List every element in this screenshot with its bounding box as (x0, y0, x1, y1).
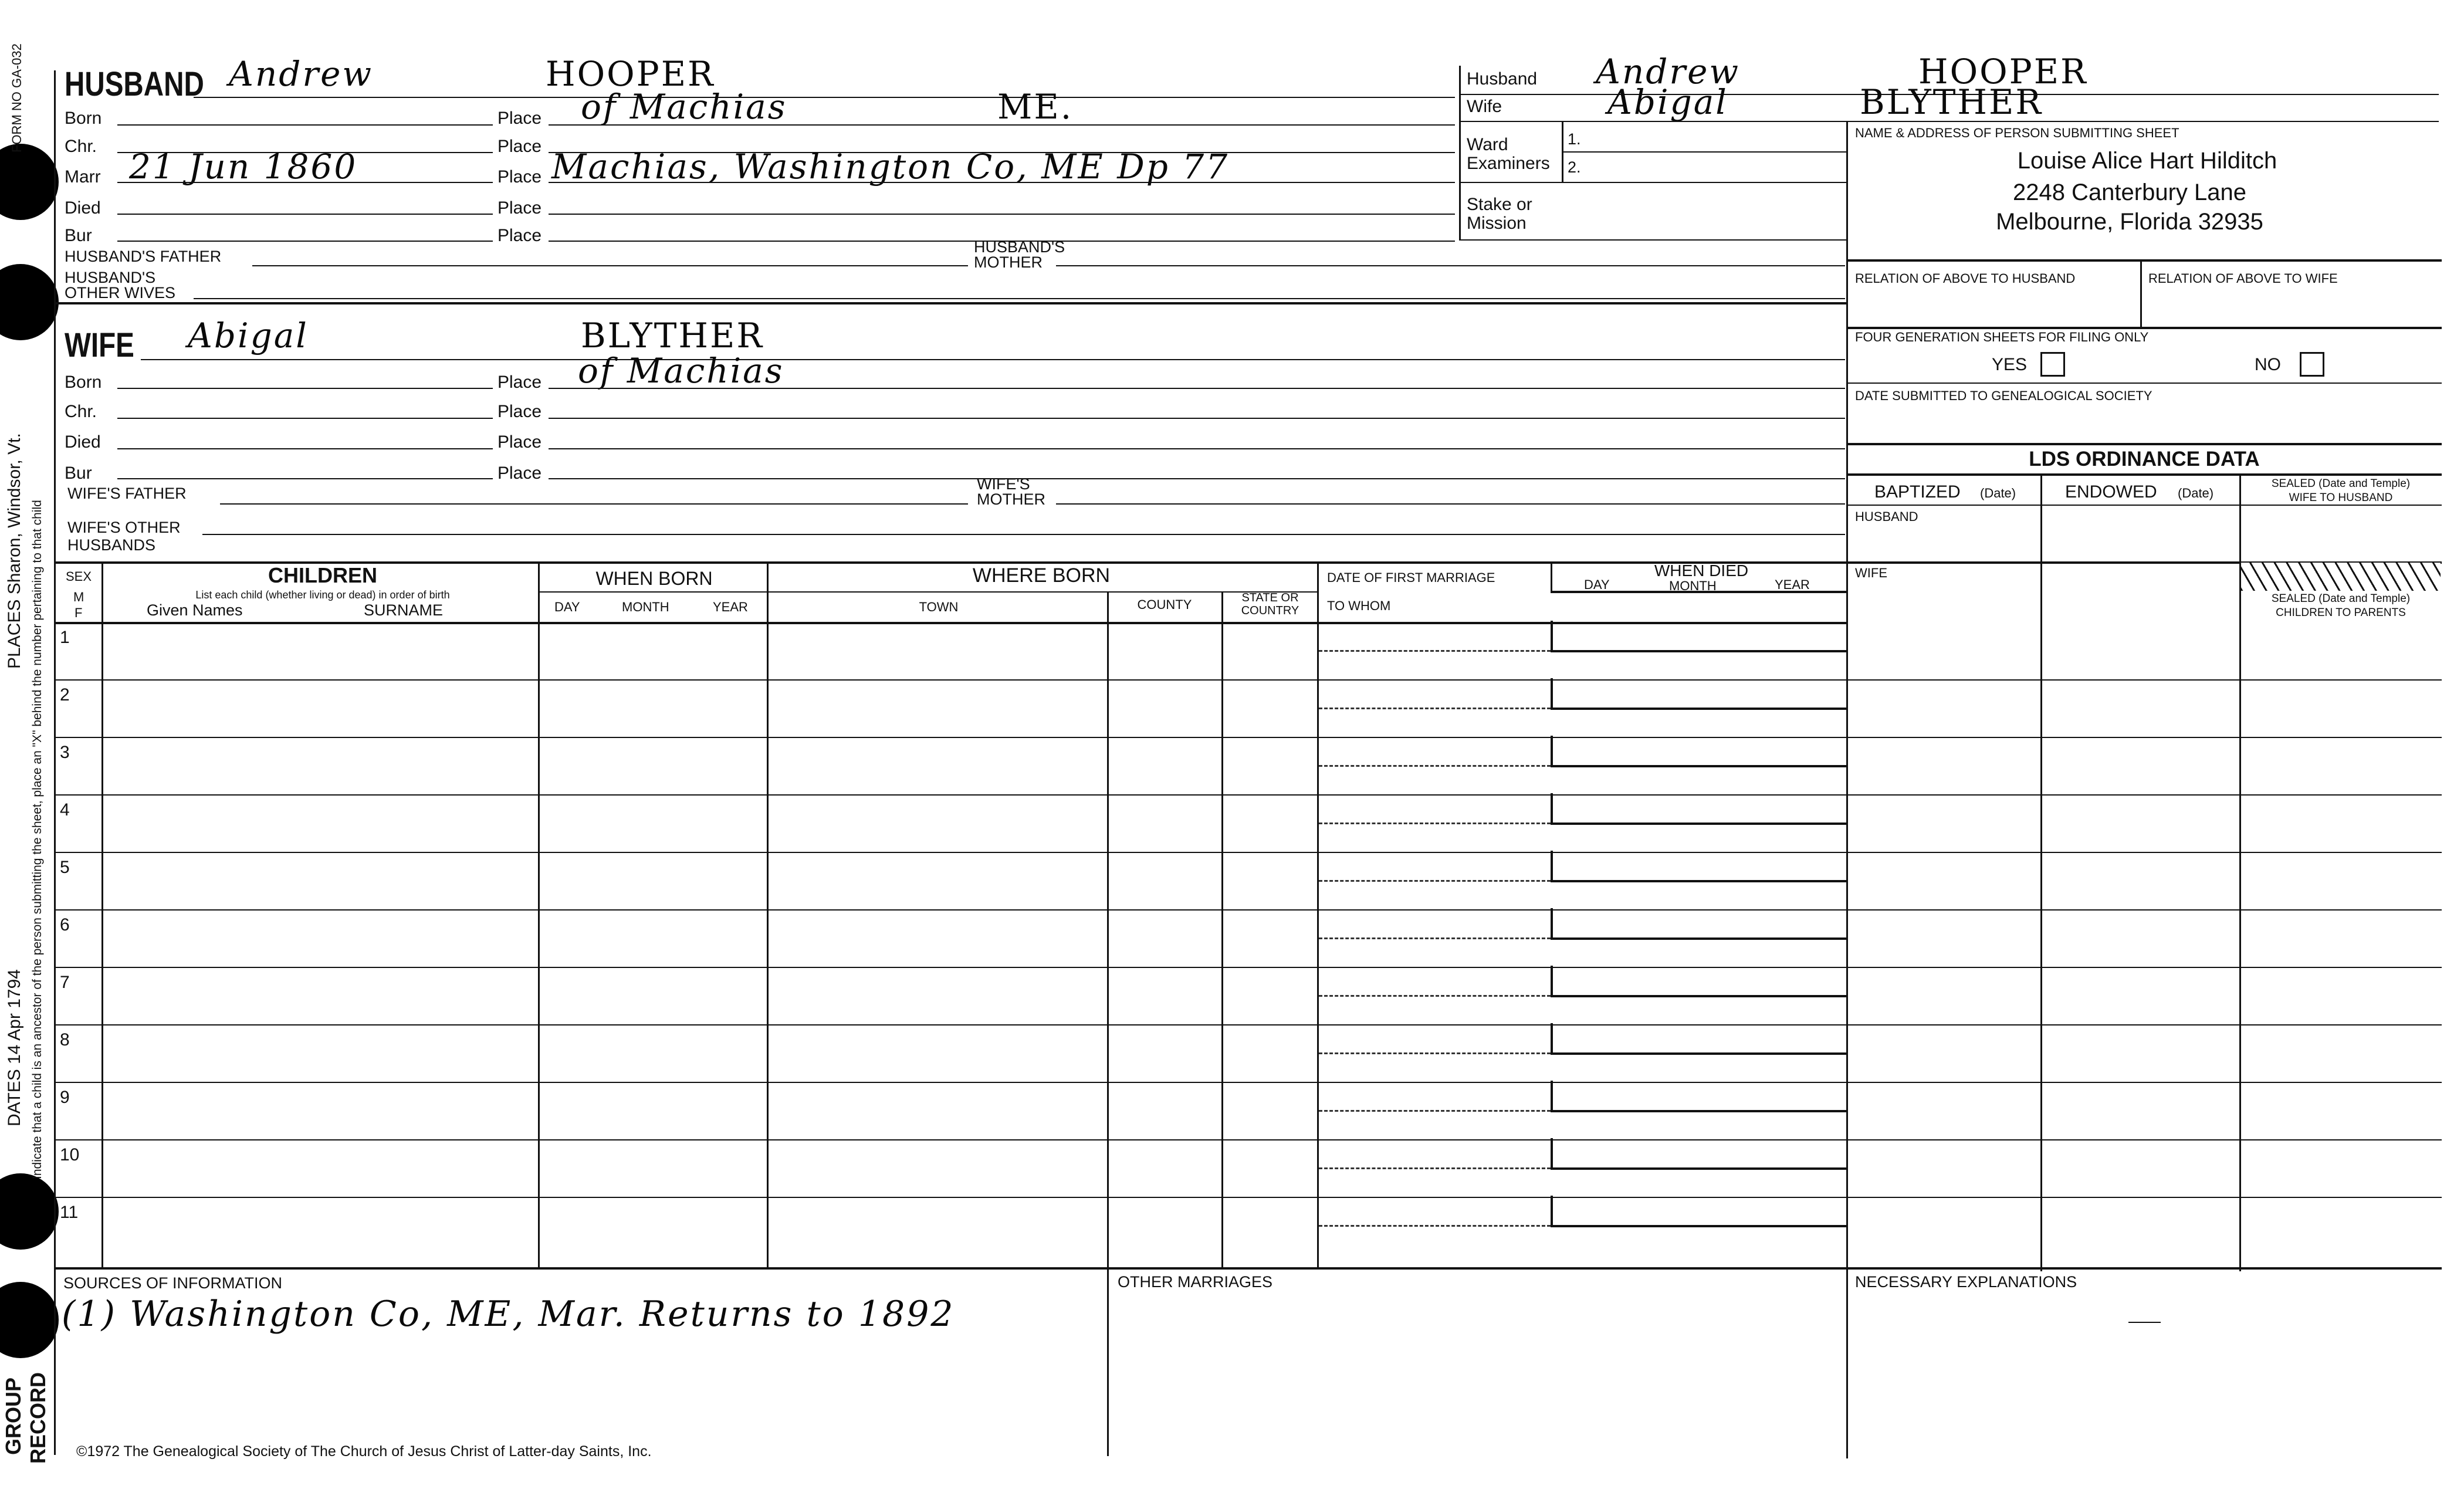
husband-marr-place-label: Place (497, 167, 542, 187)
first-marriage-divider (1551, 561, 1552, 591)
relation-bottom-line (1846, 327, 2442, 329)
husband-mother-line (1056, 265, 1845, 266)
wife-other-husbands-line (202, 534, 1845, 535)
wife-father-label: WIFE'S FATHER (67, 485, 187, 502)
sex-f-label: F (75, 605, 83, 620)
sex-m-label: M (73, 590, 84, 604)
row-number: 11 (60, 1203, 79, 1222)
lds-sealed-children-1: SEALED (Date and Temple) (2271, 593, 2411, 605)
first-marriage-label: DATE OF FIRST MARRIAGE (1327, 570, 1495, 585)
when-died-underline (1551, 591, 1846, 593)
sidebar-instruction: Indicate that a child is an ancestor of the person submitting the sheet, place an "X" behind the number pertaining to that child (31, 500, 44, 1179)
marriage-dash (1319, 995, 1551, 997)
died-bracket (1551, 793, 1847, 825)
died-bracket (1551, 1081, 1847, 1112)
ward-wife-line (1459, 121, 2439, 122)
husband-died-label: Died (65, 198, 101, 218)
row-number: 5 (60, 858, 70, 877)
where-born-label: WHERE BORN (972, 564, 1111, 587)
husband-given: Andrew (229, 54, 374, 94)
lds-title-line (1846, 473, 2442, 476)
died-bracket (1551, 908, 1847, 940)
husband-father-label: HUSBAND'S FATHER (65, 248, 222, 265)
husband-born-place-line (549, 124, 1455, 126)
husband-died-line (117, 214, 493, 215)
row-number: 9 (60, 1088, 70, 1107)
husband-surname: HOOPER (546, 54, 715, 94)
wife-mother-label-1: WIFE'S (977, 475, 1030, 493)
submitter-street: 2248 Canterbury Lane (2012, 180, 2247, 205)
lds-wife: WIFE (1855, 566, 1887, 580)
marriage-dash (1319, 937, 1551, 939)
husband-marr-line (117, 182, 493, 183)
four-gen-label: FOUR GENERATION SHEETS FOR FILING ONLY (1855, 330, 2149, 344)
died-month-label: MONTH (1669, 578, 1717, 593)
row-number: 3 (60, 743, 70, 762)
lds-col-divider-1 (2040, 473, 2042, 1271)
date-submitted-bottom-line (1846, 443, 2442, 445)
lds-title: LDS ORDINANCE DATA (2029, 448, 2260, 471)
lds-header-bottom-line (1846, 505, 2442, 506)
date-submitted-label: DATE SUBMITTED TO GENEALOGICAL SOCIETY (1855, 388, 2152, 403)
wife-surname: BLYTHER (581, 316, 764, 356)
wife-other-husbands-label-1: WIFE'S OTHER (67, 519, 181, 536)
when-born-label: WHEN BORN (595, 568, 713, 589)
children-given-label: Given Names (147, 601, 243, 619)
children-table-bottom (54, 1267, 2442, 1270)
died-bracket (1551, 1196, 1847, 1227)
husband-died-place-label: Place (497, 198, 542, 218)
ward-box-left (1459, 66, 1461, 241)
husband-bur-label: Bur (65, 226, 92, 245)
wife-born-label: Born (65, 373, 102, 392)
binder-hole-1 (0, 144, 59, 220)
died-bracket (1551, 966, 1847, 997)
stake-label: Stake or (1467, 195, 1532, 214)
sidebar-dates: DATES 14 Apr 1794 (5, 969, 24, 1126)
wife-heading: WIFE (65, 326, 134, 364)
died-bracket (1551, 678, 1847, 710)
born-month-label: MONTH (622, 600, 669, 614)
mission-label: Mission (1467, 214, 1527, 233)
died-year-label: YEAR (1775, 577, 1810, 592)
binder-hole-4 (0, 1282, 59, 1358)
relation-wife-label: RELATION OF ABOVE TO WIFE (2148, 271, 2338, 286)
row-line (54, 852, 2442, 853)
wife-died-line (117, 448, 493, 449)
sources-text: (1) Washington Co, ME, Mar. Returns to 1892 (62, 1294, 955, 1335)
county-label: COUNTY (1137, 597, 1192, 612)
husband-born-label: Born (65, 109, 102, 128)
ward-husband-given: Andrew (1596, 52, 1741, 92)
marriage-dash (1319, 823, 1551, 824)
wife-died-place-line (549, 448, 1845, 449)
footer-divider-1 (1107, 1267, 1109, 1456)
row-line (54, 1082, 2442, 1083)
submitter-label: NAME & ADDRESS OF PERSON SUBMITTING SHEET (1855, 126, 2179, 140)
yes-checkbox[interactable] (2040, 352, 2065, 377)
copyright: ©1972 The Genealogical Society of The Church of Jesus Christ of Latter-day Saints, Inc. (76, 1443, 652, 1460)
marriage-dash (1319, 1110, 1551, 1112)
marriage-dash (1319, 880, 1551, 882)
husband-died-place-line (549, 214, 1455, 215)
husband-born-place-state: ME. (997, 87, 1074, 127)
binder-hole-3 (0, 1173, 59, 1250)
wife-born-place: of Machias (578, 351, 784, 391)
town-label: TOWN (919, 600, 959, 614)
wife-given: Abigal (188, 316, 309, 356)
husband-marr-date: 21 Jun 1860 (129, 147, 358, 187)
lds-baptized: BAPTIZED (1874, 482, 1961, 502)
ward-husband-label: Husband (1467, 69, 1538, 89)
submitter-bottom-line (1846, 259, 2442, 262)
wife-chr-place-line (549, 418, 1845, 419)
wife-name-line (141, 359, 1845, 360)
lds-endowed-date: (Date) (2178, 486, 2214, 500)
section-divider-husband-wife (54, 302, 1846, 304)
row-line (54, 909, 2442, 911)
row-line (54, 794, 2442, 796)
right-column-border (1846, 121, 1848, 1458)
lds-baptized-date: (Date) (1980, 486, 2016, 500)
husband-born-line (117, 124, 493, 126)
row-line (54, 737, 2442, 738)
husband-bur-line (117, 241, 493, 242)
wife-chr-line (117, 418, 493, 419)
wife-born-place-line (549, 388, 1845, 389)
row-line (54, 1197, 2442, 1198)
died-bracket (1551, 1023, 1847, 1055)
sidebar-places: PLACES Sharon, Windsor, Vt. (5, 433, 24, 669)
husband-name-line (194, 97, 1455, 98)
marriage-dash (1319, 650, 1551, 652)
state-label-1: STATE OR (1241, 591, 1299, 604)
husband-heading: HUSBAND (65, 65, 204, 103)
husband-other-wives-label-2: OTHER WIVES (65, 284, 176, 302)
stake-bottom-line (1459, 239, 1846, 241)
husband-born-place: of Machias (581, 87, 787, 127)
sources-label: SOURCES OF INFORMATION (63, 1274, 283, 1292)
wife-bur-label: Bur (65, 463, 92, 483)
husband-mother-label-1: HUSBAND'S (974, 238, 1065, 256)
examiners-label: Examiners (1467, 154, 1550, 173)
died-bracket (1551, 1138, 1847, 1170)
ward-wife-label: Wife (1467, 97, 1502, 116)
wife-chr-place-label: Place (497, 402, 542, 421)
examiner-mid-line (1562, 151, 1846, 153)
died-bracket (1551, 851, 1847, 882)
marriage-dash (1319, 1167, 1551, 1169)
ward-wife-given: Abigal (1607, 82, 1728, 122)
examiner-1: 1. (1568, 130, 1581, 148)
submitter-city: Melbourne, Florida 32935 (1996, 209, 2263, 235)
husband-other-wives-label-1: HUSBAND'S (65, 269, 156, 286)
husband-marr-place: Machias, Washington Co, ME Dp 77 (551, 147, 1230, 187)
husband-marr-place-line (549, 182, 1455, 183)
lds-hatch (2241, 563, 2441, 591)
lds-sealed-label-2: WIFE TO HUSBAND (2289, 492, 2393, 504)
wife-bur-place-line (549, 478, 1845, 479)
husband-born-place-label: Place (497, 109, 542, 128)
examiner-2: 2. (1568, 158, 1581, 176)
row-number: 10 (60, 1145, 80, 1165)
ward-bottom-line (1459, 182, 1846, 183)
state-label-2: COUNTRY (1241, 604, 1299, 617)
row-number: 1 (60, 628, 70, 647)
wife-mother-line (1056, 503, 1845, 505)
wife-died-label: Died (65, 432, 101, 452)
husband-bur-place-label: Place (497, 226, 542, 245)
necessary-mark (2128, 1322, 2161, 1323)
wife-father-line (220, 503, 968, 505)
ward-label: Ward (1467, 135, 1508, 154)
row-line (54, 679, 2442, 681)
wife-other-husbands-label-2: HUSBANDS (67, 536, 156, 554)
row-line (54, 967, 2442, 968)
lds-husband: HUSBAND (1855, 509, 1918, 524)
lds-endowed: ENDOWED (2065, 482, 2157, 502)
born-day-label: DAY (554, 600, 580, 614)
husband-chr-label: Chr. (65, 137, 97, 156)
row-number: 6 (60, 915, 70, 935)
husband-mother-label-2: MOTHER (974, 253, 1043, 271)
when-died-label: WHEN DIED (1654, 561, 1749, 580)
sidebar-title-record: RECORD (26, 1372, 50, 1464)
binder-hole-2 (0, 264, 59, 340)
children-instruction: List each child (whether living or dead) in order of birth (195, 589, 450, 601)
submitter-name: Louise Alice Hart Hilditch (2017, 148, 2277, 174)
children-surname-label: SURNAME (364, 601, 444, 619)
wife-died-place-label: Place (497, 432, 542, 452)
other-marriages-label: OTHER MARRIAGES (1118, 1273, 1273, 1291)
husband-chr-place-label: Place (497, 137, 542, 156)
no-label: NO (2255, 355, 2281, 374)
sex-label: SEX (66, 569, 92, 584)
died-bracket (1551, 621, 1847, 652)
to-whom-label: TO WHOM (1327, 598, 1391, 613)
marriage-dash (1319, 1225, 1551, 1227)
when-born-underline (538, 591, 767, 593)
marriage-dash (1319, 1052, 1551, 1054)
row-line (54, 1139, 2442, 1140)
relation-divider (2140, 259, 2142, 327)
wife-bur-line (117, 478, 493, 479)
form-number: FORM NO GA-032 (9, 43, 24, 153)
yes-label: YES (1992, 355, 2028, 374)
relation-husband-label: RELATION OF ABOVE TO HUSBAND (1855, 271, 2076, 286)
row-line (54, 1024, 2442, 1025)
died-day-label: DAY (1584, 577, 1610, 592)
sidebar-title-group: GROUP (1, 1377, 25, 1455)
wife-born-place-label: Place (497, 373, 542, 392)
children-title: CHILDREN (268, 563, 377, 587)
lds-sealed-children-2: CHILDREN TO PARENTS (2276, 607, 2406, 619)
lds-sealed-label-1: SEALED (Date and Temple) (2271, 478, 2411, 490)
husband-father-line (252, 265, 968, 266)
wife-born-line (117, 388, 493, 389)
row-number: 7 (60, 973, 70, 992)
born-year-label: YEAR (713, 600, 748, 614)
no-checkbox[interactable] (2300, 352, 2324, 377)
wife-chr-label: Chr. (65, 402, 97, 421)
husband-other-wives-line (194, 298, 1845, 299)
four-gen-bottom-line (1846, 383, 2442, 384)
husband-marr-label: Marr (65, 167, 101, 187)
ward-husband-surname: HOOPER (1918, 52, 2088, 92)
row-number: 4 (60, 800, 70, 820)
ward-wife-surname: BLYTHER (1860, 82, 2043, 122)
row-number: 2 (60, 685, 70, 705)
wife-bur-place-label: Place (497, 463, 542, 483)
necessary-explanations-label: NECESSARY EXPLANATIONS (1855, 1273, 2077, 1291)
died-bracket (1551, 736, 1847, 767)
marriage-dash (1319, 765, 1551, 767)
wife-mother-label-2: MOTHER (977, 490, 1045, 508)
marriage-dash (1319, 708, 1551, 709)
row-number: 8 (60, 1030, 70, 1050)
